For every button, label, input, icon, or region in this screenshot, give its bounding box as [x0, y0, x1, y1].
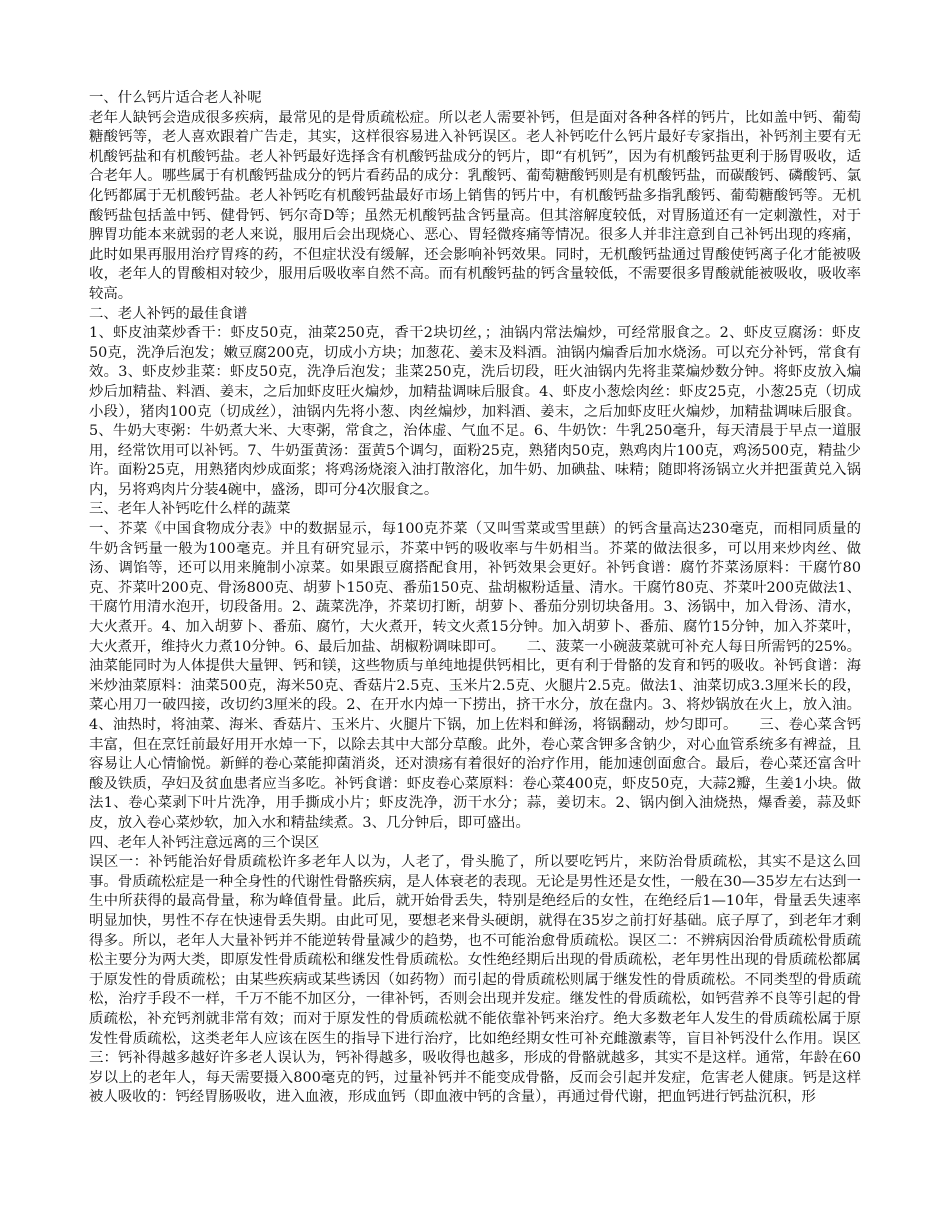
section-body-2: 1、虾皮油菜炒香干：虾皮50克，油菜250克，香干2块切丝，；油锅内常法煸炒，可经常服食之。2、虾皮豆腐汤：虾皮50克，洗净后泡发；嫩豆腐200克，切成小方块；加葱花、姜末及料酒。油锅内煸香后加水烧汤。可以充分补钙，常食有效。3、虾皮炒韭菜：虾皮50克，洗净后泡发；韭菜250克，洗后切段，旺火油锅内先将韭菜煸炒数分钟。将虾皮放入煸炒后加精盐、料酒、姜末，之后加虾皮旺火煸炒，加精盐调味后服食。4、虾皮小葱烩肉丝：虾皮25克，小葱25克（切成小段），猪肉100克（切成丝），油锅内先将小葱、肉丝煸炒，加料酒、姜末，之后加虾皮旺火煸炒，加精盐调味后服食。5、牛奶大枣粥：牛奶煮大米、大枣粥，常食之，治体虚、气血不足。6、牛奶饮：牛乳250毫升，每天清晨于早点一道服用，经常饮用可以补钙。7、牛奶蛋黄汤：蛋黄5个调匀，面粉25克，熟猪肉50克，熟鸡肉片100克，鸡汤500克，精盐少许。面粉25克，用熟猪肉炒成面浆；将鸡汤烧滚入油打散溶化，加牛奶、加碘盐、味精；随即将汤锅立火并把蛋黄兑入锅内，另将鸡肉片分装4碗中，盛汤，即可分4次服食之。	[89, 325, 861, 498]
section-body-1: 老年人缺钙会造成很多疾病，最常见的是骨质疏松症。所以老人需要补钙，但是面对各种各样的钙片，比如盖中钙、葡萄糖酸钙等，老人喜欢跟着广告走，其实，这样很容易进入补钙误区。老人补钙吃什么钙片最好专家指出，补钙剂主要有无机酸钙盐和有机酸钙盐。老人补钙最好选择含有机酸钙盐成分的钙片，即“有机钙”，因为有机酸钙盐更利于肠胃吸收，适合老年人。哪些属于有机酸钙盐成分的钙片看药品的成分：乳酸钙、葡萄糖酸钙则是有机酸钙盐，而碳酸钙、磷酸钙、氯化钙都属于无机酸钙盐。老人补钙吃有机酸钙盐最好市场上销售的钙片中，有机酸钙盐多指乳酸钙、葡萄糖酸钙等。无机酸钙盐包括盖中钙、健骨钙、钙尔奇D等；虽然无机酸钙盐含钙量高。但其溶解度较低，对胃肠道还有一定刺激性，对于脾胃功能本来就弱的老人来说，服用后会出现烧心、恶心、胃轻微疼痛等情况。很多人并非注意到自己补钙出现的疼痛，此时如果再服用治疗胃疼的药，不但症状没有缓解，还会影响补钙效果。同时，无机酸钙盐通过胃酸使钙离子化才能被吸收，老年人的胃酸相对较少，服用后吸收率自然不高。而有机酸钙盐的钙含量较低，不需要很多胃酸就能被吸收，吸收率较高。	[89, 109, 861, 302]
section-body-3: 一、芥菜《中国食物成分表》中的数据显示，每100克芥菜（又叫雪菜或雪里蕻）的钙含量高达230毫克，而相同质量的牛奶含钙量一般为100毫克。并且有研究显示，芥菜中钙的吸收率与牛奶相当。芥菜的做法很多，可以用来炒肉丝、做汤、调馅等，还可以用来腌制小凉菜。如果跟豆腐搭配食用，补钙效果会更好。补钙食谱：腐竹芥菜汤原料：干腐竹80克、芥菜叶200克、骨汤800克、胡萝卜150克、番茄150克、盐胡椒粉适量、清水。干腐竹80克、芥菜叶200克做法1、干腐竹用清水泡开，切段备用。2、蔬菜洗净，芥菜切打断，胡萝卜、番茄分别切块备用。3、汤锅中，加入骨汤、清水，大火煮开。4、加入胡萝卜、番茄、腐竹，大火煮开，转文火煮15分钟。加入胡萝卜、番茄、腐竹15分钟，加入芥菜叶，大火煮开，维持火力煮10分钟。6、最后加盐、胡椒粉调味即可。 二、菠菜一小碗菠菜就可补充人每日所需钙的25%。油菜能同时为人体提供大量钾、钙和镁，这些物质与单纯地提供钙相比，更有利于骨骼的发育和钙的吸收。补钙食谱：海米炒油菜原料：油菜500克，海米50克、香菇片2.5克、玉米片2.5克、火腿片2.5克。做法1、油菜切成3.3厘米长的段，菜心用刀一破四接，改切约3厘米的段。2、在开水内焯一下捞出，挤干水分，放在盘内。3、将炒锅放在火上，放入油。4、油热时，将油菜、海米、香菇片、玉米片、火腿片下锅，加上佐料和鲜汤，将锅翻动，炒匀即可。 三、卷心菜含钙丰富，但在烹饪前最好用开水焯一下，以除去其中大部分草酸。此外，卷心菜含钾多含钠少，对心血管系统多有裨益，且容易让人心情愉悦。新鲜的卷心菜能抑菌消炎，还对溃疡有着很好的治疗作用，能加速创面愈合。最后，卷心菜还富含叶酸及铁质，孕妇及贫血患者应当多吃。补钙食谱：虾皮卷心菜原料：卷心菜400克，虾皮50克，大蒜2瓣，生姜1小块。做法1、卷心菜剥下叶片洗净，用手撕成小片；虾皮洗净，沥干水分；蒜，姜切末。2、锅内倒入油烧热，爆香姜，蒜及虾皮，放入卷心菜炒软，加入水和精盐续煮。3、几分钟后，即可盛出。	[89, 521, 861, 831]
section-body-4: 误区一：补钙能治好骨质疏松许多老年人以为，人老了，骨头脆了，所以要吃钙片，来防治骨质疏松，其实不是这么回事。骨质疏松症是一种全身性的代谢性骨骼疾病，是人体衰老的表现。无论是男性还是女性，一般在30—35岁左右达到一生中所获得的最高骨量，称为峰值骨量。此后，就开始骨丢失，特别是绝经后的女性，在绝经后1—10年，骨量丢失速率明显加快，男性不存在快速骨丢失期。由此可见，要想老来骨头硬朗，就得在35岁之前打好基础。底子厚了，到老年才剩得多。所以，老年人大量补钙并不能逆转骨量减少的趋势，也不可能治愈骨质疏松。误区二：不辨病因治骨质疏松骨质疏松主要分为两大类，即原发性骨质疏松和继发性骨质疏松。女性绝经期后出现的骨质疏松，老年男性出现的骨质疏松都属于原发性的骨质疏松；由某些疾病或某些诱因（如药物）而引起的骨质疏松则属于继发性的骨质疏松。不同类型的骨质疏松，治疗手段不一样，千万不能不加区分，一律补钙，否则会出现并发症。继发性的骨质疏松，如钙营养不良等引起的骨质疏松，补充钙剂就非常有效；而对于原发性的骨质疏松就不能依靠补钙来治疗。绝大多数老年人发生的骨质疏松属于原发性骨质疏松，这类老年人应该在医生的指导下进行治疗，比如绝经期女性可补充雌激素等，盲目补钙没什么作用。误区三：钙补得越多越好许多老人误认为，钙补得越多，吸收得也越多，形成的骨骼就越多，其实不是这样。通常，年龄在60岁以上的老年人，每天需要摄入800毫克的钙，过量补钙并不能变成骨骼，反而会引起并发症，危害老人健康。钙是这样被人吸收的：钙经胃肠吸收，进入血液，形成血钙（即血液中钙的含量），再通过骨代谢，把血钙进行钙盐沉积，形	[89, 854, 861, 1106]
section-heading-1: 一、什么钙片适合老人补呢	[89, 90, 262, 106]
section-heading-4: 四、老年人补钙注意远离的三个误区	[89, 834, 320, 851]
section-heading-2: 二、老人补钙的最佳食谱	[89, 305, 248, 322]
document-page	[89, 89, 861, 1108]
section-heading-3: 三、老年人补钙吃什么样的蔬菜	[89, 501, 291, 518]
